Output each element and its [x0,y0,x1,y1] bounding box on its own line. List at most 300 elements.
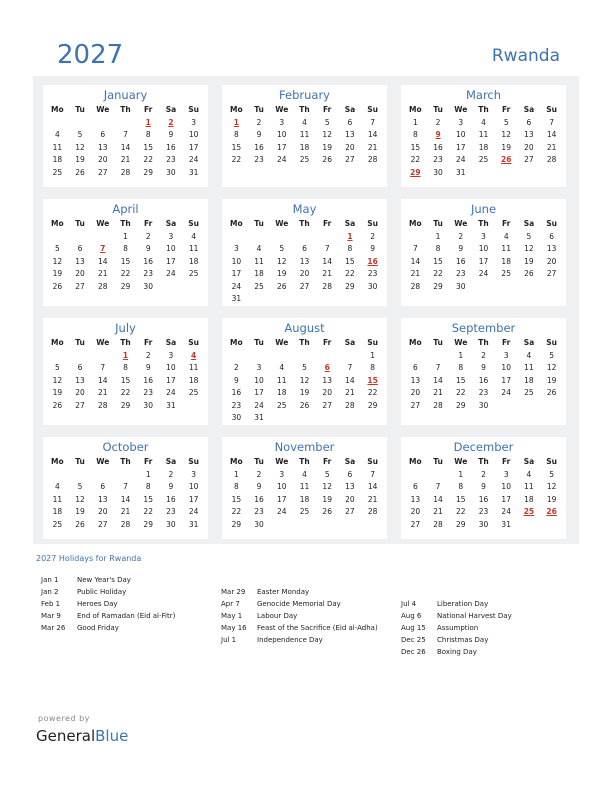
holiday-row [41,622,175,634]
empty-day-cell [69,231,92,243]
day-cell: 24 [501,507,511,517]
day-cell: 19 [322,494,332,504]
holiday-column-2 [221,586,378,646]
weekday-label: Sa [344,457,356,466]
month-september [401,318,566,425]
month-name: October [102,440,149,454]
day-cell: 26 [277,281,287,291]
day-cell: 6 [347,470,353,479]
day-cell: 28 [367,507,378,517]
day-cell: 9 [145,244,151,254]
day-cell: 14 [433,494,443,504]
holiday-name: National Harvest Day [437,612,512,620]
day-cell: 10 [188,130,199,140]
weekday-label: Tu [254,105,264,114]
country-title: Rwanda [491,46,560,66]
weekday-label: Sa [344,219,356,228]
day-cell: 27 [524,155,534,165]
day-cell: 7 [412,244,418,254]
holiday-row [41,598,175,610]
holiday-name: End of Ramadan (Eid al-Fitr) [77,612,176,620]
day-cell: 28 [322,281,332,291]
powered-by-label: powered by [38,714,90,723]
day-cell: 17 [456,142,466,152]
day-cell: 20 [546,256,557,266]
day-cell: 3 [256,363,262,373]
day-cell: 24 [277,507,287,517]
weekday-header [401,335,566,348]
day-cell: 2 [481,351,486,360]
weekday-label: Su [188,457,199,466]
day-cell: 1 [145,470,151,479]
day-grid [43,229,208,293]
day-grid [222,229,387,305]
day-cell: 15 [231,494,242,504]
day-cell: 28 [120,167,131,177]
day-cell: 23 [478,388,489,398]
day-cell: 14 [322,256,332,266]
day-cell: 27 [322,400,332,410]
day-cell: 19 [299,388,310,398]
weekday-label: We [275,338,289,347]
day-cell: 30 [478,400,489,410]
day-cell: 2 [481,470,486,479]
day-cell: 28 [120,519,131,529]
empty-day-cell [293,350,316,362]
day-cell: 20 [410,507,421,517]
day-cell: 2 [145,351,151,360]
day-cell: 23 [456,269,466,279]
day-cell: 11 [52,494,63,504]
day-cell: 26 [75,519,85,529]
calendar-panel [33,76,579,544]
day-cell: 20 [98,155,108,165]
day-cell: 17 [231,269,242,279]
day-cell: 21 [410,269,421,279]
holiday-name: Liberation Day [437,600,489,608]
weekday-header [401,216,566,229]
day-cell: 29 [231,519,242,529]
day-cell: 5 [549,351,555,360]
day-cell: 26 [546,388,557,398]
day-cell: 21 [367,494,378,504]
day-cell: 12 [75,494,85,504]
holiday-name: Easter Monday [257,588,310,596]
day-cell: 17 [501,375,511,385]
weekday-label: Sa [344,105,356,114]
holiday-date: Mar 29 [221,588,246,596]
weekday-label: We [454,338,468,347]
month-november [222,437,387,539]
empty-day-cell [46,350,69,362]
day-cell: 29 [120,281,131,291]
month-may [222,199,387,306]
day-cell: 28 [98,281,108,291]
day-cell: 6 [347,118,353,127]
weekday-label: Th [478,457,489,466]
day-cell: 4 [481,118,486,127]
holiday-date: Dec 25 [401,636,426,644]
empty-day-cell [427,469,450,481]
day-cell: 15 [143,142,153,152]
day-cell: 13 [299,256,310,266]
holiday-column-3 [401,598,512,658]
day-cell: 21 [120,155,131,165]
weekday-label: Sa [523,105,535,114]
day-cell: 19 [52,269,63,279]
month-february [222,85,387,187]
holiday-day-cell: 1 [347,232,353,241]
day-cell: 8 [347,244,353,254]
weekday-label: Su [367,219,378,228]
weekday-label: We [454,457,468,466]
weekday-label: Mo [230,105,243,114]
day-cell: 12 [75,142,85,152]
day-cell: 9 [145,363,151,373]
day-cell: 18 [52,507,63,517]
day-cell: 14 [410,256,421,266]
day-cell: 31 [231,293,242,303]
day-cell: 22 [143,155,153,165]
day-cell: 8 [458,482,464,492]
day-cell: 26 [322,155,332,165]
day-cell: 18 [478,142,489,152]
weekday-label: Sa [523,457,535,466]
day-cell: 26 [75,167,85,177]
holiday-day-cell: 7 [100,244,106,254]
day-cell: 22 [120,269,131,279]
day-cell: 31 [188,519,199,529]
weekday-label: Mo [51,338,64,347]
day-cell: 15 [433,256,443,266]
day-cell: 12 [277,256,287,266]
month-july [43,318,208,425]
day-cell: 2 [233,363,239,373]
holiday-day-cell: 25 [523,507,535,517]
empty-day-cell [316,231,339,243]
holiday-name: Feast of the Sacrifice (Eid al-Adha) [257,624,378,632]
day-cell: 23 [143,269,153,279]
weekday-label: Fr [502,219,511,228]
holiday-day-cell: 1 [233,118,239,127]
day-cell: 10 [501,363,511,373]
day-cell: 7 [123,482,128,492]
weekday-label: Tu [75,105,85,114]
day-cell: 15 [345,256,355,266]
day-cell: 17 [188,142,199,152]
holiday-day-cell: 4 [191,351,197,360]
day-cell: 17 [254,388,264,398]
weekday-label: Fr [502,105,511,114]
day-cell: 15 [120,375,131,385]
day-cell: 7 [100,363,106,373]
day-cell: 7 [435,482,441,492]
day-cell: 11 [277,375,287,385]
holiday-day-cell: 2 [168,118,174,127]
weekday-label: Mo [409,457,422,466]
holiday-date: May 1 [221,612,243,620]
holiday-row [401,598,512,610]
empty-day-cell [270,231,293,243]
day-cell: 5 [77,482,83,492]
month-name: November [274,440,335,454]
holiday-day-cell: 26 [500,155,512,165]
day-cell: 13 [322,375,332,385]
day-cell: 12 [546,482,557,492]
day-cell: 8 [233,130,239,140]
day-cell: 5 [279,244,285,254]
day-grid [222,115,387,167]
day-grid [43,348,208,412]
day-cell: 29 [345,281,355,291]
day-cell: 3 [481,232,486,241]
day-cell: 9 [481,363,486,373]
day-cell: 6 [77,244,83,254]
day-cell: 9 [233,375,239,385]
weekday-label: Mo [51,219,64,228]
day-cell: 25 [254,281,264,291]
day-cell: 8 [435,244,441,254]
weekday-label: Fr [144,457,153,466]
weekday-header [43,335,208,348]
day-cell: 10 [478,244,489,254]
empty-day-cell [91,231,114,243]
holiday-name: Independence Day [257,636,323,644]
day-cell: 22 [456,507,466,517]
weekday-label: Mo [51,457,64,466]
weekday-label: Su [188,338,199,347]
holiday-name: Good Friday [77,624,119,632]
day-cell: 8 [412,130,418,140]
month-march [401,85,566,187]
holiday-day-cell: 1 [145,118,151,127]
day-cell: 18 [524,494,534,504]
day-cell: 1 [435,232,441,241]
weekday-label: Mo [409,219,422,228]
day-cell: 14 [433,375,443,385]
day-cell: 24 [254,400,264,410]
empty-day-cell [114,117,137,129]
day-cell: 26 [299,400,310,410]
day-cell: 16 [254,494,264,504]
weekday-label: We [96,105,110,114]
day-cell: 24 [188,507,199,517]
holiday-row [41,586,175,598]
day-cell: 30 [433,167,443,177]
day-cell: 5 [54,363,60,373]
day-cell: 6 [412,482,418,492]
day-cell: 19 [524,256,534,266]
weekday-label: Th [120,457,131,466]
day-cell: 5 [77,130,83,140]
day-cell: 27 [410,519,421,529]
day-cell: 28 [433,400,443,410]
day-cell: 23 [254,155,264,165]
empty-day-cell [225,231,248,243]
empty-day-cell [316,350,339,362]
weekday-label: Tu [75,338,85,347]
day-cell: 4 [54,482,60,492]
day-cell: 24 [188,155,199,165]
day-cell: 30 [166,167,176,177]
day-cell: 19 [322,142,332,152]
day-cell: 18 [52,155,63,165]
day-cell: 19 [501,142,511,152]
day-cell: 18 [277,388,287,398]
day-cell: 27 [345,155,355,165]
weekday-label: Su [367,457,378,466]
day-cell: 21 [546,142,557,152]
day-cell: 9 [481,482,486,492]
day-cell: 15 [410,142,421,152]
empty-day-cell [69,350,92,362]
day-cell: 25 [299,155,310,165]
weekday-label: Mo [230,219,243,228]
day-cell: 21 [433,388,443,398]
day-cell: 3 [191,470,197,479]
weekday-label: We [275,219,289,228]
day-cell: 16 [433,142,443,152]
day-cell: 28 [410,281,421,291]
month-october [43,437,208,539]
day-cell: 9 [168,482,174,492]
day-cell: 15 [143,494,153,504]
day-cell: 22 [367,388,378,398]
day-cell: 5 [549,470,555,479]
day-cell: 7 [324,244,330,254]
day-grid [401,348,566,412]
weekday-header [222,335,387,348]
weekday-label: Su [546,105,557,114]
weekday-label: Th [299,457,310,466]
brand-logo[interactable] [36,727,128,745]
day-cell: 16 [166,494,176,504]
day-cell: 17 [166,375,176,385]
day-cell: 13 [75,375,85,385]
day-cell: 14 [546,130,557,140]
day-cell: 9 [256,130,262,140]
weekday-label: We [454,105,468,114]
day-cell: 16 [478,375,489,385]
weekday-label: Mo [230,338,243,347]
day-cell: 6 [100,482,106,492]
day-cell: 16 [456,256,466,266]
empty-day-cell [225,350,248,362]
weekday-label: Fr [144,105,153,114]
day-cell: 6 [412,363,418,373]
day-cell: 16 [254,142,264,152]
empty-day-cell [248,350,271,362]
holiday-date: Mar 26 [41,624,66,632]
month-june [401,199,566,306]
day-cell: 9 [458,244,464,254]
holiday-date: Aug 6 [401,612,422,620]
holiday-name: Heroes Day [77,600,118,608]
day-cell: 14 [120,494,131,504]
day-cell: 22 [120,388,131,398]
day-cell: 20 [345,494,355,504]
day-cell: 30 [143,281,153,291]
day-cell: 13 [410,375,421,385]
holiday-row [401,634,512,646]
day-cell: 27 [410,400,421,410]
day-cell: 18 [299,494,310,504]
day-cell: 16 [166,142,176,152]
weekday-label: Su [188,105,199,114]
day-cell: 5 [324,470,330,479]
holiday-row [401,610,512,622]
day-cell: 2 [370,232,376,241]
weekday-label: We [96,219,110,228]
empty-day-cell [404,231,427,243]
day-cell: 10 [231,256,242,266]
month-name: April [112,202,139,216]
day-cell: 2 [145,232,151,241]
day-cell: 31 [501,519,511,529]
holiday-day-cell: 15 [367,375,378,385]
day-cell: 25 [501,269,511,279]
weekday-label: We [96,457,110,466]
weekday-label: Th [299,338,310,347]
month-name: June [470,202,497,216]
day-cell: 25 [188,388,199,398]
day-cell: 3 [233,244,239,254]
day-cell: 23 [367,269,378,279]
day-cell: 23 [433,155,443,165]
month-name: January [103,88,148,102]
day-cell: 22 [231,155,242,165]
year-title: 2027 [57,40,124,70]
day-cell: 28 [546,155,557,165]
weekday-label: Fr [323,338,332,347]
day-cell: 21 [345,388,355,398]
weekday-label: Fr [323,457,332,466]
empty-day-cell [114,469,137,481]
empty-day-cell [339,350,362,362]
holiday-row [221,586,378,598]
day-cell: 7 [370,118,376,127]
day-cell: 22 [345,269,355,279]
weekday-label: Fr [323,219,332,228]
day-cell: 11 [299,482,310,492]
day-cell: 30 [478,519,489,529]
weekday-label: Tu [433,457,443,466]
day-cell: 5 [302,363,307,373]
weekday-label: Mo [409,338,422,347]
day-cell: 7 [549,118,555,127]
day-grid [401,115,566,179]
holiday-date: May 16 [221,624,247,632]
holiday-row [401,646,512,658]
day-cell: 20 [345,142,355,152]
day-cell: 27 [75,400,85,410]
day-cell: 31 [456,167,466,177]
day-cell: 12 [322,130,332,140]
holiday-name: Assumption [437,624,479,632]
day-cell: 1 [123,232,128,241]
holiday-day-cell: 6 [324,363,330,373]
empty-day-cell [293,231,316,243]
month-january [43,85,208,187]
empty-day-cell [69,117,92,129]
day-cell: 2 [256,470,262,479]
weekday-label: Sa [344,338,356,347]
holiday-date: Feb 1 [41,600,61,608]
weekday-label: Su [546,338,557,347]
holiday-day-cell: 26 [546,507,557,517]
day-cell: 14 [120,142,131,152]
day-cell: 12 [546,363,557,373]
